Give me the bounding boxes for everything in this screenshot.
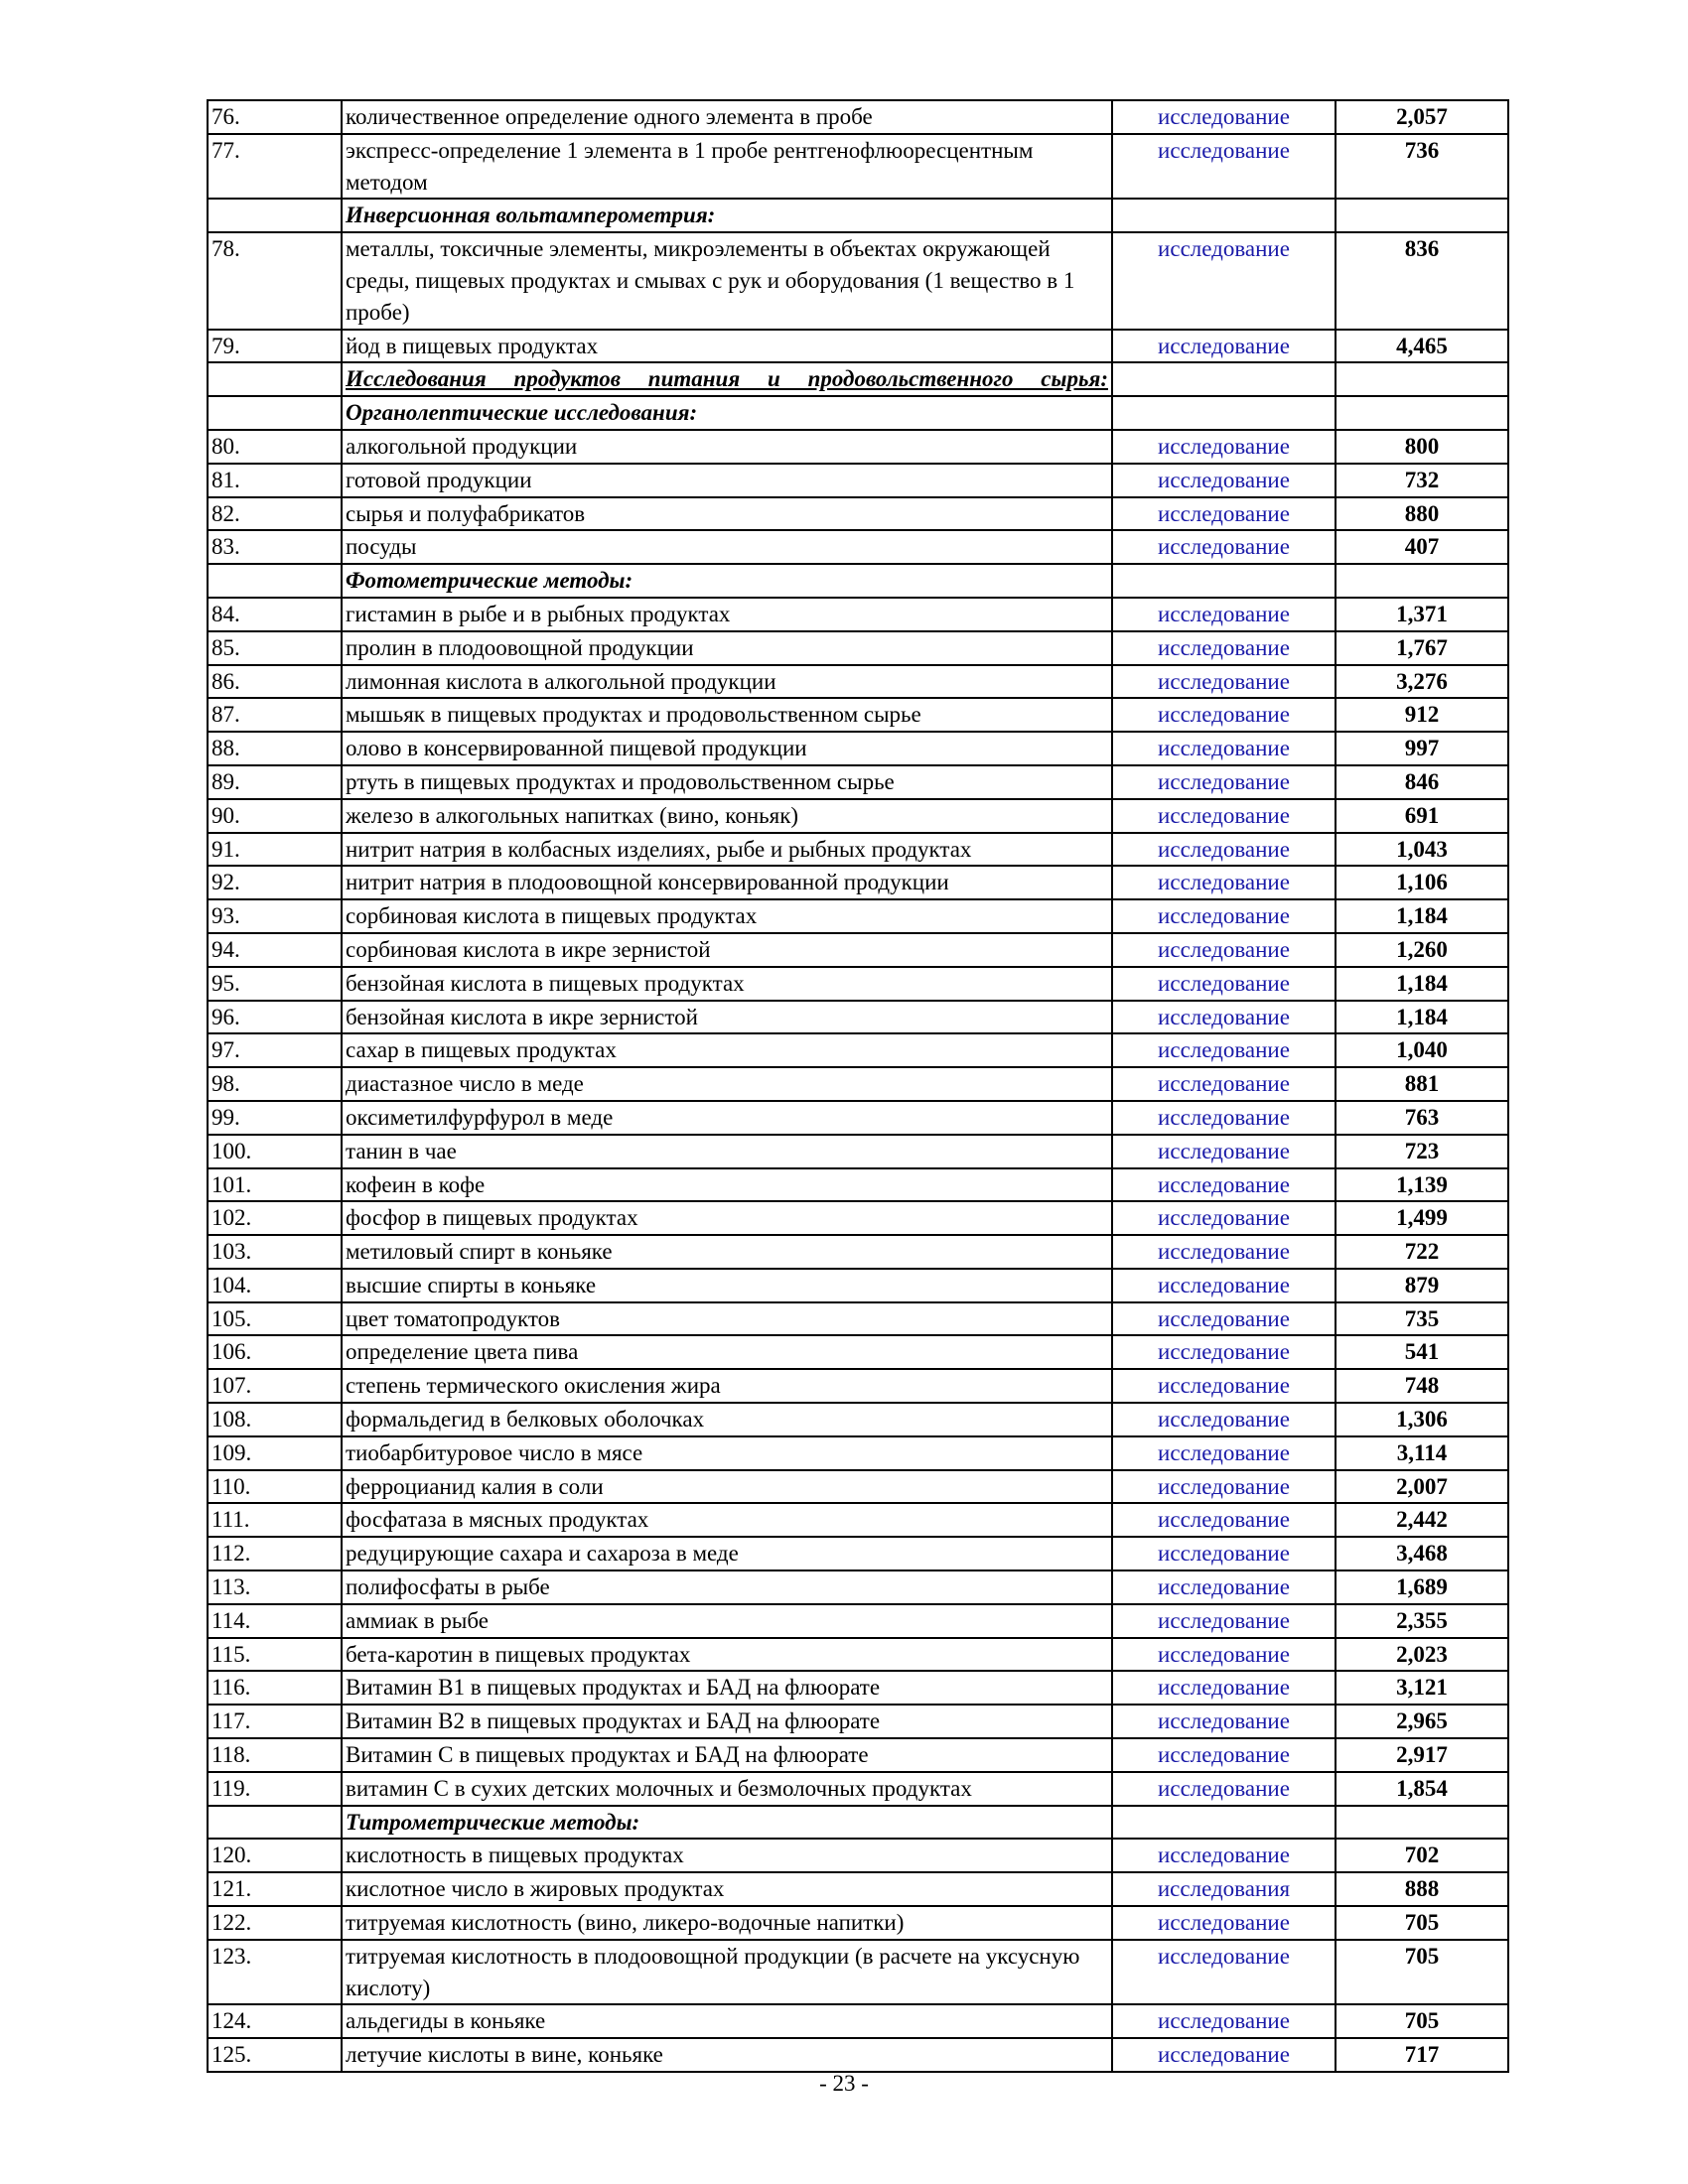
row-number: 94.	[208, 933, 342, 967]
test-name: сорбиновая кислота в пищевых продуктах	[342, 899, 1112, 933]
test-name: степень термического окисления жира	[342, 1369, 1112, 1403]
row-number: 89.	[208, 765, 342, 799]
row-number: 105.	[208, 1302, 342, 1336]
table-row	[208, 1839, 1508, 1872]
section-number-cell	[208, 564, 342, 598]
table-row	[208, 1671, 1508, 1705]
price-value: 2,355	[1336, 1604, 1508, 1638]
section-price-cell	[1336, 564, 1508, 598]
test-name: железо в алкогольных напитках (вино, коньяк)	[342, 799, 1112, 833]
table-row	[208, 330, 1508, 363]
unit-label: исследование	[1112, 1201, 1336, 1235]
row-number: 124.	[208, 2004, 342, 2038]
table-row	[208, 1906, 1508, 1940]
test-name: гистамин в рыбе и в рыбных продуктах	[342, 598, 1112, 631]
unit-label: исследование	[1112, 765, 1336, 799]
section-unit-cell	[1112, 1806, 1336, 1840]
section-row	[208, 396, 1508, 430]
unit-label: исследование	[1112, 732, 1336, 765]
table-row	[208, 100, 1508, 134]
price-value: 846	[1336, 765, 1508, 799]
unit-label: исследование	[1112, 899, 1336, 933]
price-value: 541	[1336, 1335, 1508, 1369]
unit-label: исследование	[1112, 530, 1336, 564]
table-row	[208, 464, 1508, 497]
test-name: аммиак в рыбе	[342, 1604, 1112, 1638]
section-unit-cell	[1112, 362, 1336, 396]
table-row	[208, 1940, 1508, 2005]
test-name: сорбиновая кислота в икре зернистой	[342, 933, 1112, 967]
row-number: 95.	[208, 967, 342, 1001]
table-row	[208, 1503, 1508, 1537]
section-unit-cell	[1112, 199, 1336, 232]
price-value: 997	[1336, 732, 1508, 765]
table-row	[208, 1738, 1508, 1772]
test-name: олово в консервированной пищевой продукции	[342, 732, 1112, 765]
unit-label: исследование	[1112, 631, 1336, 665]
table-row	[208, 1067, 1508, 1101]
test-name: летучие кислоты в вине, коньяке	[342, 2038, 1112, 2072]
price-value: 881	[1336, 1067, 1508, 1101]
table-row	[208, 899, 1508, 933]
price-value: 1,184	[1336, 967, 1508, 1001]
row-number: 102.	[208, 1201, 342, 1235]
row-number: 91.	[208, 833, 342, 867]
row-number: 112.	[208, 1537, 342, 1570]
section-number-cell	[208, 396, 342, 430]
row-number: 90.	[208, 799, 342, 833]
unit-label: исследование	[1112, 1906, 1336, 1940]
test-name: Витамин В2 в пищевых продуктах и БАД на флюорате	[342, 1705, 1112, 1738]
table-row	[208, 1269, 1508, 1302]
section-title: Фотометрические методы:	[342, 564, 1112, 598]
row-number: 106.	[208, 1335, 342, 1369]
row-number: 84.	[208, 598, 342, 631]
test-name: фосфор в пищевых продуктах	[342, 1201, 1112, 1235]
test-name: альдегиды в коньяке	[342, 2004, 1112, 2038]
row-number: 121.	[208, 1872, 342, 1906]
row-number: 118.	[208, 1738, 342, 1772]
row-number: 88.	[208, 732, 342, 765]
row-number: 92.	[208, 866, 342, 899]
row-number: 87.	[208, 698, 342, 732]
row-number: 119.	[208, 1772, 342, 1806]
row-number: 111.	[208, 1503, 342, 1537]
table-row	[208, 1235, 1508, 1269]
section-row	[208, 1806, 1508, 1840]
price-value: 1,139	[1336, 1168, 1508, 1202]
test-name: диастазное число в меде	[342, 1067, 1112, 1101]
price-value: 735	[1336, 1302, 1508, 1336]
table-row	[208, 1570, 1508, 1604]
row-number: 114.	[208, 1604, 342, 1638]
price-value: 1,184	[1336, 899, 1508, 933]
unit-label: исследование	[1112, 833, 1336, 867]
unit-label: исследование	[1112, 1705, 1336, 1738]
row-number: 110.	[208, 1470, 342, 1504]
test-name: титруемая кислотность в плодоовощной продукции (в расчете на уксусную кислоту)	[342, 1940, 1112, 2005]
section-row	[208, 564, 1508, 598]
row-number: 104.	[208, 1269, 342, 1302]
row-number: 76.	[208, 100, 342, 134]
table-row	[208, 631, 1508, 665]
row-number: 80.	[208, 430, 342, 464]
table-row	[208, 134, 1508, 200]
price-value: 763	[1336, 1101, 1508, 1135]
test-name: танин в чае	[342, 1135, 1112, 1168]
test-name: бета-каротин в пищевых продуктах	[342, 1638, 1112, 1672]
unit-label: исследование	[1112, 598, 1336, 631]
table-row	[208, 1302, 1508, 1336]
test-name: мышьяк в пищевых продуктах и продовольственном сырье	[342, 698, 1112, 732]
section-title: Исследования продуктов питания и продовольственного сырья:	[342, 362, 1112, 396]
unit-label: исследование	[1112, 1403, 1336, 1436]
price-value: 2,917	[1336, 1738, 1508, 1772]
price-value: 722	[1336, 1235, 1508, 1269]
row-number: 81.	[208, 464, 342, 497]
table-row	[208, 2038, 1508, 2072]
unit-label: исследование	[1112, 1772, 1336, 1806]
price-value: 3,276	[1336, 665, 1508, 699]
table-row	[208, 1101, 1508, 1135]
unit-label: исследование	[1112, 232, 1336, 329]
unit-label: исследование	[1112, 497, 1336, 531]
test-name: Витамин С в пищевых продуктах и БАД на флюорате	[342, 1738, 1112, 1772]
test-name: цвет томатопродуктов	[342, 1302, 1112, 1336]
row-number: 117.	[208, 1705, 342, 1738]
row-number: 79.	[208, 330, 342, 363]
unit-label: исследование	[1112, 1604, 1336, 1638]
price-value: 1,854	[1336, 1772, 1508, 1806]
row-number: 113.	[208, 1570, 342, 1604]
price-value: 2,007	[1336, 1470, 1508, 1504]
table-row	[208, 967, 1508, 1001]
unit-label: исследование	[1112, 1839, 1336, 1872]
test-name: высшие спирты в коньяке	[342, 1269, 1112, 1302]
price-value: 4,465	[1336, 330, 1508, 363]
test-name: фосфатаза в мясных продуктах	[342, 1503, 1112, 1537]
page-number: - 23 -	[819, 2071, 869, 2096]
unit-label: исследование	[1112, 866, 1336, 899]
unit-label: исследование	[1112, 430, 1336, 464]
unit-label: исследование	[1112, 1235, 1336, 1269]
price-value: 1,040	[1336, 1033, 1508, 1067]
section-price-cell	[1336, 396, 1508, 430]
unit-label: исследование	[1112, 1738, 1336, 1772]
table-row	[208, 1403, 1508, 1436]
price-value: 2,057	[1336, 100, 1508, 134]
row-number: 86.	[208, 665, 342, 699]
unit-label: исследование	[1112, 698, 1336, 732]
unit-label: исследование	[1112, 1168, 1336, 1202]
price-value: 1,043	[1336, 833, 1508, 867]
unit-label: исследование	[1112, 1570, 1336, 1604]
row-number: 83.	[208, 530, 342, 564]
test-name: йод в пищевых продуктах	[342, 330, 1112, 363]
test-name: сырья и полуфабрикатов	[342, 497, 1112, 531]
price-value: 1,767	[1336, 631, 1508, 665]
row-number: 123.	[208, 1940, 342, 2005]
table-row	[208, 232, 1508, 329]
unit-label: исследование	[1112, 2038, 1336, 2072]
row-number: 77.	[208, 134, 342, 200]
table-row	[208, 1705, 1508, 1738]
unit-label: исследование	[1112, 134, 1336, 200]
row-number: 115.	[208, 1638, 342, 1672]
row-number: 122.	[208, 1906, 342, 1940]
price-value: 2,023	[1336, 1638, 1508, 1672]
section-unit-cell	[1112, 396, 1336, 430]
unit-label: исследования	[1112, 1872, 1336, 1906]
row-number: 98.	[208, 1067, 342, 1101]
row-number: 93.	[208, 899, 342, 933]
test-name: метиловый спирт в коньяке	[342, 1235, 1112, 1269]
price-value: 3,468	[1336, 1537, 1508, 1570]
table-row	[208, 1436, 1508, 1470]
table-row	[208, 1168, 1508, 1202]
unit-label: исследование	[1112, 100, 1336, 134]
test-name: пролин в плодоовощной продукции	[342, 631, 1112, 665]
test-name: бензойная кислота в икре зернистой	[342, 1001, 1112, 1034]
table-row	[208, 1604, 1508, 1638]
row-number: 101.	[208, 1168, 342, 1202]
price-value: 888	[1336, 1872, 1508, 1906]
price-value: 748	[1336, 1369, 1508, 1403]
section-row	[208, 199, 1508, 232]
price-value: 879	[1336, 1269, 1508, 1302]
table-row	[208, 1772, 1508, 1806]
price-value: 1,260	[1336, 933, 1508, 967]
test-name: нитрит натрия в плодоовощной консервированной продукции	[342, 866, 1112, 899]
test-name: экспресс-определение 1 элемента в 1 пробе рентгенофлюоресцентным методом	[342, 134, 1112, 200]
row-number: 103.	[208, 1235, 342, 1269]
price-value: 1,306	[1336, 1403, 1508, 1436]
section-title: Титрометрические методы:	[342, 1806, 1112, 1840]
section-price-cell	[1336, 1806, 1508, 1840]
unit-label: исследование	[1112, 330, 1336, 363]
table-row	[208, 765, 1508, 799]
unit-label: исследование	[1112, 967, 1336, 1001]
price-value: 705	[1336, 2004, 1508, 2038]
unit-label: исследование	[1112, 1302, 1336, 1336]
unit-label: исследование	[1112, 665, 1336, 699]
test-name: алкогольной продукции	[342, 430, 1112, 464]
table-row	[208, 1638, 1508, 1672]
table-row	[208, 2004, 1508, 2038]
test-name: ртуть в пищевых продуктах и продовольственном сырье	[342, 765, 1112, 799]
table-row	[208, 497, 1508, 531]
section-number-cell	[208, 362, 342, 396]
table-row	[208, 866, 1508, 899]
row-number: 99.	[208, 1101, 342, 1135]
price-value: 3,114	[1336, 1436, 1508, 1470]
price-value: 1,106	[1336, 866, 1508, 899]
section-title: Органолептические исследования:	[342, 396, 1112, 430]
table-row	[208, 1001, 1508, 1034]
test-name: формальдегид в белковых оболочках	[342, 1403, 1112, 1436]
table-row	[208, 833, 1508, 867]
test-name: определение цвета пива	[342, 1335, 1112, 1369]
test-name: ферроцианид калия в соли	[342, 1470, 1112, 1504]
section-title: Инверсионная вольтамперометрия:	[342, 199, 1112, 232]
section-number-cell	[208, 199, 342, 232]
table-row	[208, 1470, 1508, 1504]
price-value: 717	[1336, 2038, 1508, 2072]
price-value: 736	[1336, 134, 1508, 200]
price-value: 3,121	[1336, 1671, 1508, 1705]
row-number: 78.	[208, 232, 342, 329]
test-name: витамин С в сухих детских молочных и безмолочных продуктах	[342, 1772, 1112, 1806]
unit-label: исследование	[1112, 1940, 1336, 2005]
price-value: 732	[1336, 464, 1508, 497]
row-number: 82.	[208, 497, 342, 531]
unit-label: исследование	[1112, 1638, 1336, 1672]
table-row	[208, 1537, 1508, 1570]
table-row	[208, 1335, 1508, 1369]
test-name: готовой продукции	[342, 464, 1112, 497]
unit-label: исследование	[1112, 1135, 1336, 1168]
test-name: посуды	[342, 530, 1112, 564]
unit-label: исследование	[1112, 1001, 1336, 1034]
price-value: 1,689	[1336, 1570, 1508, 1604]
test-name: количественное определение одного элемента в пробе	[342, 100, 1112, 134]
unit-label: исследование	[1112, 1033, 1336, 1067]
price-value: 2,965	[1336, 1705, 1508, 1738]
table-row	[208, 732, 1508, 765]
price-value: 1,371	[1336, 598, 1508, 631]
price-table	[207, 99, 1509, 2073]
price-value: 1,499	[1336, 1201, 1508, 1235]
price-value: 800	[1336, 430, 1508, 464]
test-name: металлы, токсичные элементы, микроэлементы в объектах окружающей среды, пищевых продуктах и смывах с рук и оборудования (1 вещество в 1 пробе)	[342, 232, 1112, 329]
price-value: 1,184	[1336, 1001, 1508, 1034]
unit-label: исследование	[1112, 933, 1336, 967]
unit-label: исследование	[1112, 2004, 1336, 2038]
unit-label: исследование	[1112, 1470, 1336, 1504]
table-row	[208, 1872, 1508, 1906]
unit-label: исследование	[1112, 1335, 1336, 1369]
unit-label: исследование	[1112, 799, 1336, 833]
table-row	[208, 933, 1508, 967]
section-unit-cell	[1112, 564, 1336, 598]
table-row	[208, 430, 1508, 464]
price-value: 912	[1336, 698, 1508, 732]
price-value: 836	[1336, 232, 1508, 329]
table-row	[208, 1033, 1508, 1067]
price-value: 723	[1336, 1135, 1508, 1168]
price-value: 705	[1336, 1906, 1508, 1940]
test-name: сахар в пищевых продуктах	[342, 1033, 1112, 1067]
price-value: 2,442	[1336, 1503, 1508, 1537]
row-number: 107.	[208, 1369, 342, 1403]
test-name: оксиметилфурфурол в меде	[342, 1101, 1112, 1135]
row-number: 120.	[208, 1839, 342, 1872]
table-row	[208, 1369, 1508, 1403]
row-number: 109.	[208, 1436, 342, 1470]
section-price-cell	[1336, 362, 1508, 396]
row-number: 125.	[208, 2038, 342, 2072]
table-row	[208, 530, 1508, 564]
test-name: полифосфаты в рыбе	[342, 1570, 1112, 1604]
unit-label: исследование	[1112, 1269, 1336, 1302]
row-number: 108.	[208, 1403, 342, 1436]
unit-label: исследование	[1112, 1537, 1336, 1570]
test-name: кислотность в пищевых продуктах	[342, 1839, 1112, 1872]
row-number: 100.	[208, 1135, 342, 1168]
table-row	[208, 799, 1508, 833]
table-row	[208, 698, 1508, 732]
table-row	[208, 1201, 1508, 1235]
unit-label: исследование	[1112, 1503, 1336, 1537]
unit-label: исследование	[1112, 464, 1336, 497]
price-value: 702	[1336, 1839, 1508, 1872]
price-value: 407	[1336, 530, 1508, 564]
row-number: 97.	[208, 1033, 342, 1067]
test-name: кофеин в кофе	[342, 1168, 1112, 1202]
test-name: редуцирующие сахара и сахароза в меде	[342, 1537, 1112, 1570]
table-row	[208, 665, 1508, 699]
table-row	[208, 598, 1508, 631]
unit-label: исследование	[1112, 1067, 1336, 1101]
test-name: титруемая кислотность (вино, ликеро-водочные напитки)	[342, 1906, 1112, 1940]
price-value: 880	[1336, 497, 1508, 531]
section-price-cell	[1336, 199, 1508, 232]
test-name: бензойная кислота в пищевых продуктах	[342, 967, 1112, 1001]
row-number: 96.	[208, 1001, 342, 1034]
unit-label: исследование	[1112, 1671, 1336, 1705]
test-name: кислотное число в жировых продуктах	[342, 1872, 1112, 1906]
test-name: Витамин В1 в пищевых продуктах и БАД на флюорате	[342, 1671, 1112, 1705]
row-number: 116.	[208, 1671, 342, 1705]
test-name: лимонная кислота в алкогольной продукции	[342, 665, 1112, 699]
unit-label: исследование	[1112, 1436, 1336, 1470]
price-value: 705	[1336, 1940, 1508, 2005]
table-row	[208, 1135, 1508, 1168]
row-number: 85.	[208, 631, 342, 665]
test-name: нитрит натрия в колбасных изделиях, рыбе и рыбных продуктах	[342, 833, 1112, 867]
section-number-cell	[208, 1806, 342, 1840]
test-name: тиобарбитуровое число в мясе	[342, 1436, 1112, 1470]
price-table-body	[208, 100, 1508, 2072]
unit-label: исследование	[1112, 1101, 1336, 1135]
price-value: 691	[1336, 799, 1508, 833]
unit-label: исследование	[1112, 1369, 1336, 1403]
section-row	[208, 362, 1508, 396]
